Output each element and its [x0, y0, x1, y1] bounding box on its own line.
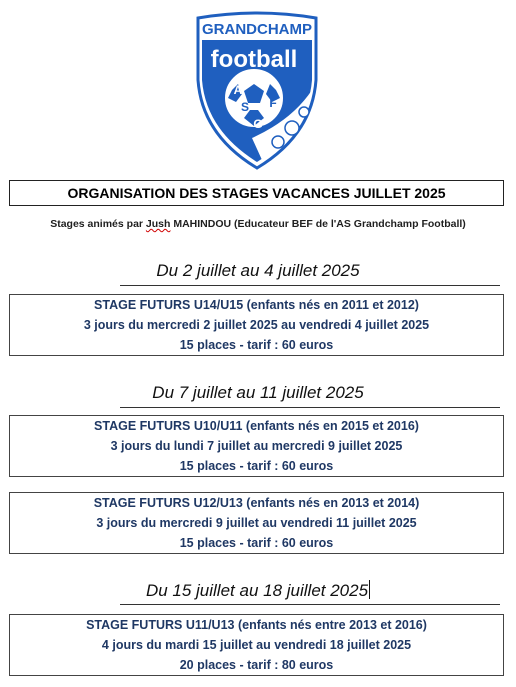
period-divider — [120, 285, 500, 286]
stage-title: STAGE FUTURS U10/U11 (enfants nés en 2015 et 2016) — [94, 419, 419, 433]
text-cursor-icon — [369, 580, 370, 599]
club-crest-icon — [192, 10, 322, 170]
subtitle-prefix: Stages animés par — [50, 218, 146, 230]
club-logo — [192, 10, 322, 170]
subtitle-rest: MAHINDOU (Educateur BEF de l'AS Grandchamp Football) — [170, 218, 466, 230]
stage-price: 15 places - tarif : 60 euros — [179, 338, 334, 352]
period-divider — [120, 407, 500, 408]
period-heading-3 — [0, 580, 516, 601]
stage-price: 15 places - tarif : 60 euros — [179, 459, 334, 473]
stage-dates: 3 jours du mercredi 9 juillet au vendredi 11 juillet 2025 — [96, 516, 417, 530]
document-title: ORGANISATION DES STAGES VACANCES JUILLET 2025 — [9, 180, 504, 206]
logo-top-text: GRANDCHAMP — [202, 21, 312, 38]
stage-box — [9, 492, 504, 554]
period-divider — [120, 604, 500, 605]
stage-price: 15 places - tarif : 60 euros — [179, 536, 334, 550]
stage-box — [9, 294, 504, 356]
stage-dates: 3 jours du mercredi 2 juillet 2025 au vendredi 4 juillet 2025 — [83, 318, 430, 332]
logo-letter-a: A — [233, 83, 243, 97]
stage-dates: 4 jours du mardi 15 juillet au vendredi 18 juillet 2025 — [101, 638, 412, 652]
stage-title: STAGE FUTURS U14/U15 (enfants nés en 2011 et 2012) — [94, 298, 419, 312]
logo-letter-s: S — [240, 100, 250, 114]
stage-box — [9, 415, 504, 477]
period-heading-2: Du 7 juillet au 11 juillet 2025 — [152, 383, 364, 402]
period-heading-1: Du 2 juillet au 4 juillet 2025 — [156, 261, 360, 280]
stage-title: STAGE FUTURS U12/U13 (enfants nés en 2013 et 2014) — [93, 496, 420, 510]
subtitle — [0, 218, 516, 230]
stage-price: 20 places - tarif : 80 euros — [179, 658, 334, 672]
logo-main-text: football — [210, 46, 298, 73]
logo-letter-f: F — [269, 96, 277, 110]
subtitle-name-first: Jush — [145, 218, 171, 230]
stage-box — [9, 614, 504, 676]
stage-title: STAGE FUTURS U11/U13 (enfants nés entre 2013 et 2016) — [86, 618, 427, 632]
stage-dates: 3 jours du lundi 7 juillet au mercredi 9 juillet 2025 — [110, 439, 403, 453]
logo-letter-g: G — [253, 117, 263, 131]
period-heading-3-text: Du 15 juillet au 18 juillet 2025 — [145, 581, 369, 600]
